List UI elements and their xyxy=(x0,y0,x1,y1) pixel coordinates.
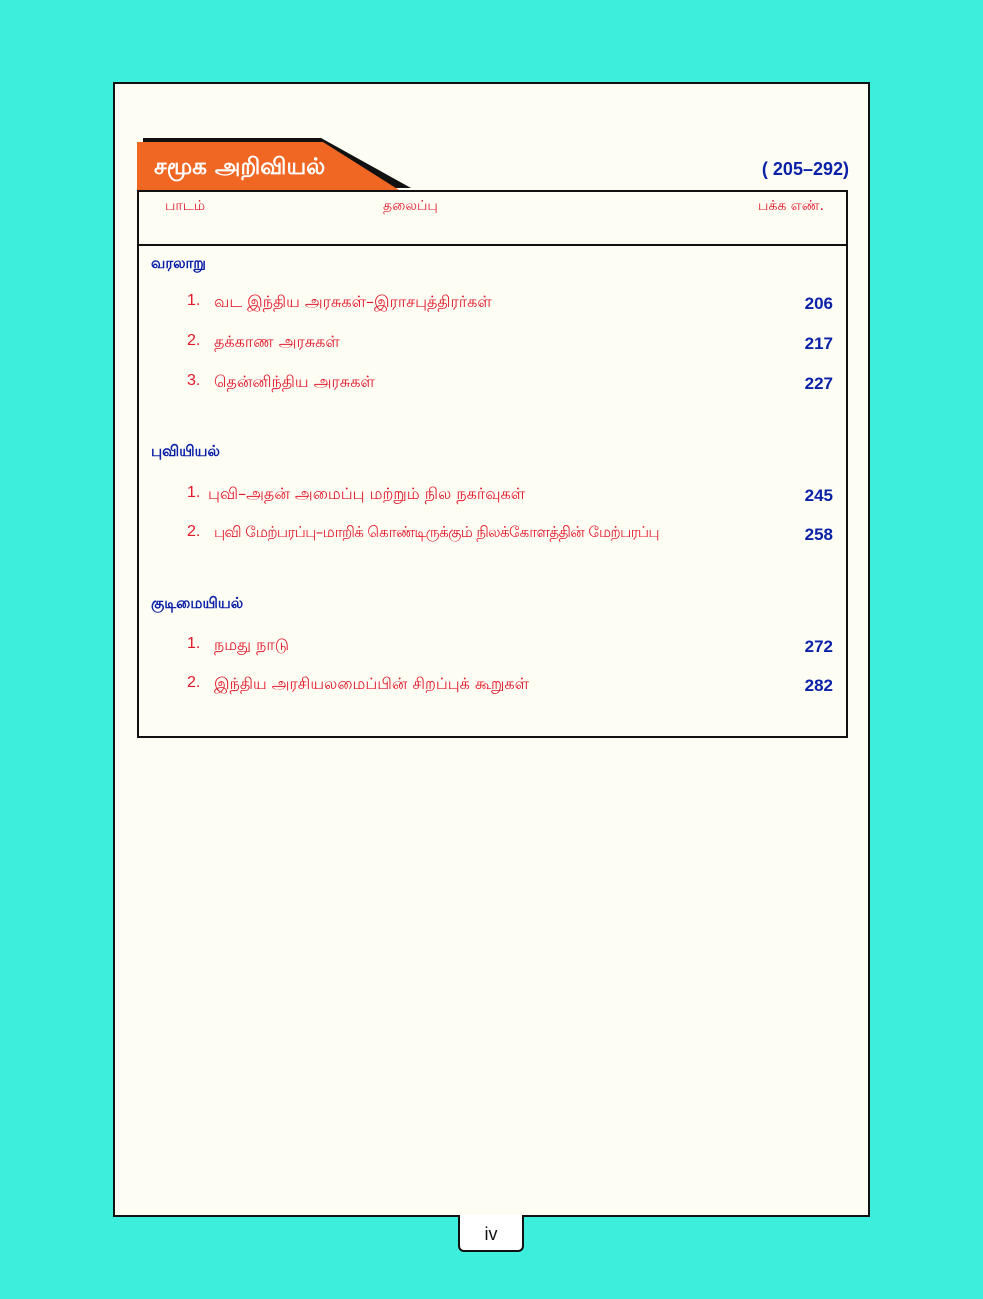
page-number-tab: iv xyxy=(458,1215,524,1252)
entry-page: 227 xyxy=(804,374,833,393)
toc-entry[interactable] xyxy=(187,635,833,661)
entry-number: 2. xyxy=(187,332,201,349)
entry-title: புவி–அதன் அமைப்பு மற்றும் நில நகர்வுகள் xyxy=(208,484,526,503)
page-range: ( 205–292) xyxy=(761,159,849,179)
entry-title: நமது நாடு xyxy=(214,635,290,654)
content-page xyxy=(113,82,870,1217)
entry-title: புவி மேற்பரப்பு–மாறிக் கொண்டிருக்கும் நிலக்கோளத்தின் மேற்பரப்பு xyxy=(214,523,659,541)
entry-page: 282 xyxy=(804,676,833,695)
toc-entry[interactable] xyxy=(187,674,833,700)
toc-entry[interactable] xyxy=(187,484,833,510)
col-lesson-header: பாடம் xyxy=(165,198,206,214)
entry-number: 2. xyxy=(187,523,201,540)
entry-number: 1. xyxy=(187,292,201,309)
toc-entry[interactable] xyxy=(187,372,833,398)
toc-header-row xyxy=(139,192,846,246)
entry-number: 3. xyxy=(187,372,201,389)
table-of-contents xyxy=(137,190,848,738)
entry-page: 245 xyxy=(804,486,833,505)
entry-number: 1. xyxy=(187,635,201,652)
entry-number: 2. xyxy=(187,674,201,691)
col-page-header: பக்க எண். xyxy=(758,198,824,214)
toc-entry[interactable] xyxy=(187,332,833,358)
entry-number: 1. xyxy=(187,484,201,501)
entry-page: 272 xyxy=(804,637,833,656)
toc-entry[interactable] xyxy=(187,523,833,549)
subject-title: சமூக அறிவியல் xyxy=(154,154,326,180)
section-title-civics: குடிமையியல் xyxy=(151,594,244,612)
entry-title: இந்திய அரசியலமைப்பின் சிறப்புக் கூறுகள் xyxy=(214,674,530,693)
entry-page: 258 xyxy=(804,525,833,544)
section-title-history: வரலாறு xyxy=(151,254,206,272)
entry-page: 217 xyxy=(804,334,833,353)
entry-title: வட இந்திய அரசுகள்–இராசபுத்திரர்கள் xyxy=(214,292,492,311)
col-topic-header: தலைப்பு xyxy=(383,198,438,214)
entry-title: தென்னிந்திய அரசுகள் xyxy=(214,372,375,391)
toc-entry[interactable] xyxy=(187,292,833,318)
entry-title: தக்காண அரசுகள் xyxy=(214,332,340,351)
section-title-geography: புவியியல் xyxy=(151,442,220,460)
subject-banner xyxy=(137,136,417,192)
entry-page: 206 xyxy=(804,294,833,313)
